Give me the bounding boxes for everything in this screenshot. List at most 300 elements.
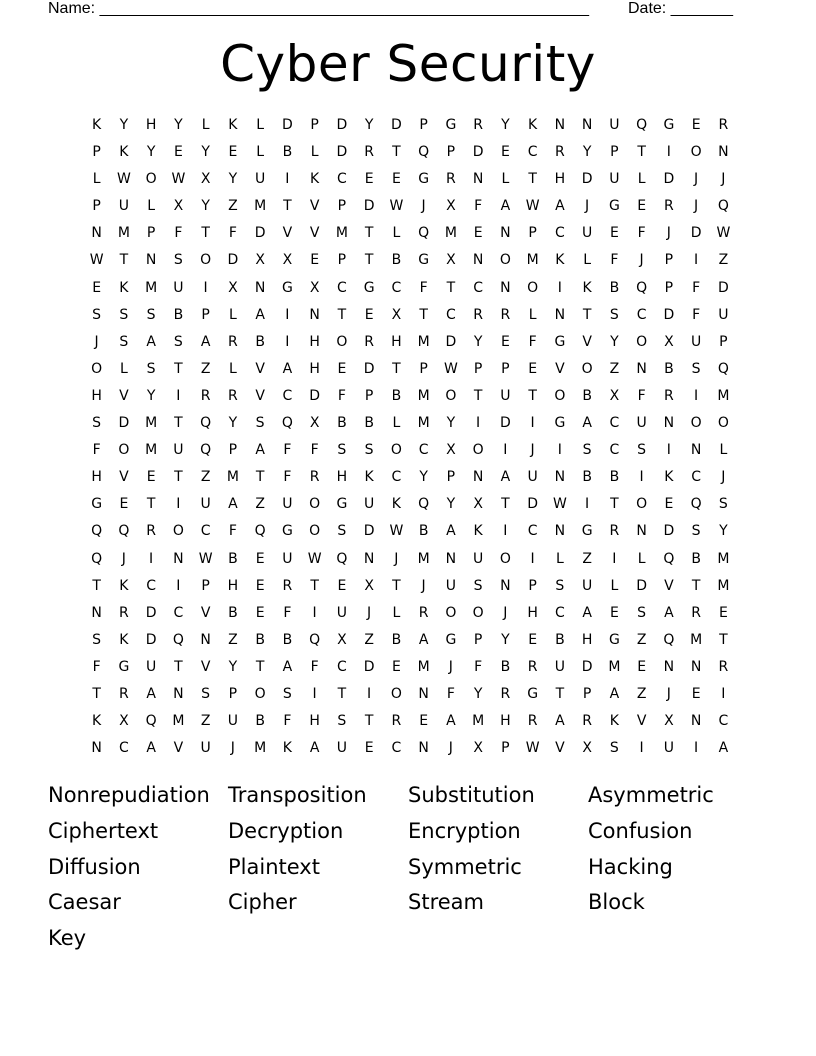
grid-letter: A bbox=[418, 631, 429, 648]
grid-letter: Z bbox=[255, 496, 265, 513]
grid-letter: Y bbox=[228, 171, 238, 188]
grid-letter: Z bbox=[636, 685, 647, 702]
grid-letter: S bbox=[173, 333, 183, 350]
grid-letter: A bbox=[582, 604, 592, 621]
grid-letter: Y bbox=[119, 117, 129, 133]
grid-letter: T bbox=[364, 252, 374, 269]
grid-letter: R bbox=[391, 713, 402, 730]
grid-letter: R bbox=[718, 117, 729, 133]
grid-letter: Q bbox=[717, 198, 729, 215]
grid-letter: C bbox=[527, 523, 538, 540]
grid-letter: P bbox=[446, 469, 456, 486]
grid-letter: U bbox=[718, 306, 729, 323]
grid-letter: W bbox=[116, 171, 131, 188]
grid-letter: P bbox=[337, 198, 347, 215]
grid-letter: I bbox=[557, 279, 562, 296]
grid-letter: O bbox=[690, 144, 702, 161]
grid-letter: E bbox=[609, 225, 619, 242]
grid-letter: C bbox=[691, 469, 702, 486]
grid-letter: U bbox=[691, 333, 702, 350]
grid-letter: P bbox=[664, 279, 674, 296]
grid-letter: J bbox=[94, 333, 99, 350]
grid-letter: A bbox=[228, 496, 238, 513]
grid-letter: U bbox=[118, 198, 129, 215]
grid-letter: Y bbox=[501, 117, 510, 133]
grid-letter: E bbox=[691, 685, 701, 702]
grid-letter: F bbox=[283, 469, 292, 486]
grid-letter: T bbox=[528, 387, 537, 404]
grid-letter: E bbox=[337, 577, 347, 594]
grid-letter: A bbox=[718, 740, 729, 757]
grid-letter: O bbox=[145, 171, 157, 188]
grid-row bbox=[83, 112, 737, 139]
grid-letter: A bbox=[255, 306, 265, 323]
grid-letter: U bbox=[636, 415, 647, 432]
grid-letter: V bbox=[119, 469, 129, 486]
grid-letter: F bbox=[528, 333, 537, 350]
grid-letter: G bbox=[608, 631, 620, 648]
grid-letter: Q bbox=[254, 523, 266, 540]
letter-grid bbox=[83, 112, 737, 762]
grid-letter: S bbox=[718, 496, 728, 513]
grid-letter: R bbox=[228, 387, 238, 404]
grid-letter: I bbox=[285, 306, 290, 323]
grid-letter: I bbox=[176, 496, 181, 513]
grid-letter: L bbox=[583, 252, 592, 269]
grid-letter: Y bbox=[419, 469, 428, 486]
grid-letter: R bbox=[119, 685, 129, 702]
grid-letter: I bbox=[312, 685, 317, 702]
grid-letter: X bbox=[582, 740, 592, 757]
grid-letter: Z bbox=[200, 469, 211, 486]
grid-letter: N bbox=[690, 658, 702, 675]
grid-letter: U bbox=[336, 604, 347, 621]
grid-letter: H bbox=[500, 713, 511, 730]
grid-letter: E bbox=[637, 198, 647, 215]
grid-letter: F bbox=[610, 252, 619, 269]
grid-letter: H bbox=[309, 360, 320, 377]
grid-letter: E bbox=[500, 333, 510, 350]
grid-letter: T bbox=[501, 496, 510, 513]
grid-letter: M bbox=[417, 415, 430, 432]
grid-letter: F bbox=[283, 442, 292, 459]
grid-letter: T bbox=[610, 496, 619, 513]
grid-letter: Z bbox=[582, 550, 592, 567]
grid-letter: J bbox=[367, 604, 372, 621]
grid-letter: T bbox=[174, 415, 183, 432]
grid-letter: J bbox=[448, 658, 453, 675]
grid-letter: H bbox=[91, 469, 102, 486]
grid-letter: A bbox=[282, 658, 293, 675]
grid-letter: C bbox=[391, 740, 402, 757]
grid-letter: T bbox=[92, 685, 101, 702]
grid-letter: P bbox=[201, 306, 210, 323]
word-list-item: Block bbox=[588, 890, 645, 915]
grid-letter: T bbox=[174, 658, 183, 675]
grid-letter: E bbox=[609, 604, 619, 621]
grid-letter: S bbox=[92, 415, 102, 432]
grid-letter: N bbox=[581, 117, 593, 133]
grid-letter: H bbox=[309, 333, 320, 350]
grid-letter: X bbox=[255, 252, 265, 269]
grid-letter: Y bbox=[201, 144, 210, 161]
grid-letter: W bbox=[552, 496, 567, 513]
grid-letter: Y bbox=[201, 198, 210, 215]
grid-letter: R bbox=[500, 685, 511, 702]
grid-letter: P bbox=[146, 225, 156, 242]
grid-letter: N bbox=[554, 117, 566, 133]
grid-letter: B bbox=[282, 631, 293, 648]
grid-row bbox=[83, 166, 737, 193]
grid-letter: W bbox=[525, 198, 540, 215]
grid-letter: X bbox=[446, 252, 456, 269]
grid-letter: F bbox=[692, 306, 701, 323]
grid-letter: Q bbox=[663, 550, 675, 567]
grid-letter: S bbox=[92, 306, 102, 323]
grid-letter: F bbox=[337, 387, 346, 404]
grid-letter: W bbox=[198, 550, 213, 567]
grid-letter: A bbox=[446, 713, 456, 730]
grid-letter: F bbox=[174, 225, 183, 242]
grid-letter: E bbox=[637, 658, 647, 675]
grid-row bbox=[83, 193, 737, 220]
grid-letter: U bbox=[473, 550, 484, 567]
grid-letter: K bbox=[664, 469, 674, 486]
grid-letter: O bbox=[527, 279, 539, 296]
grid-letter: S bbox=[609, 740, 619, 757]
grid-letter: A bbox=[500, 469, 511, 486]
grid-letter: U bbox=[146, 658, 157, 675]
grid-letter: I bbox=[203, 279, 208, 296]
grid-letter: X bbox=[228, 279, 238, 296]
grid-letter: K bbox=[609, 713, 619, 730]
grid-letter: G bbox=[281, 279, 293, 296]
grid-letter: V bbox=[173, 740, 184, 757]
grid-letter: C bbox=[636, 306, 647, 323]
grid-row bbox=[83, 491, 737, 518]
grid-letter: A bbox=[582, 415, 592, 432]
word-list-item: Ciphertext bbox=[48, 818, 159, 843]
grid-letter: Q bbox=[281, 415, 293, 432]
grid-letter: I bbox=[530, 550, 535, 567]
grid-letter: K bbox=[582, 279, 592, 296]
grid-letter: R bbox=[527, 658, 538, 675]
grid-letter: X bbox=[364, 577, 374, 594]
grid-letter: U bbox=[364, 496, 375, 513]
grid-letter: L bbox=[201, 117, 210, 133]
grid-letter: M bbox=[690, 631, 703, 648]
grid-letter: C bbox=[146, 577, 157, 594]
grid-letter: O bbox=[254, 685, 266, 702]
grid-letter: X bbox=[664, 713, 674, 730]
grid-letter: C bbox=[200, 523, 211, 540]
grid-letter: G bbox=[363, 279, 375, 296]
grid-letter: O bbox=[636, 496, 648, 513]
grid-letter: T bbox=[392, 144, 401, 161]
grid-letter: Q bbox=[309, 631, 321, 648]
grid-row bbox=[83, 329, 737, 356]
grid-letter: I bbox=[530, 415, 535, 432]
grid-letter: S bbox=[691, 523, 701, 540]
grid-letter: S bbox=[146, 306, 156, 323]
grid-letter: A bbox=[309, 740, 320, 757]
grid-letter: P bbox=[364, 387, 374, 404]
grid-letter: N bbox=[445, 550, 457, 567]
grid-letter: I bbox=[694, 387, 699, 404]
grid-letter: I bbox=[503, 523, 508, 540]
grid-letter: M bbox=[526, 252, 539, 269]
grid-letter: Y bbox=[228, 658, 238, 675]
word-list bbox=[48, 778, 768, 957]
grid-letter: U bbox=[282, 496, 293, 513]
grid-letter: N bbox=[554, 306, 566, 323]
grid-letter: B bbox=[609, 469, 620, 486]
grid-letter: W bbox=[307, 550, 322, 567]
grid-letter: F bbox=[474, 658, 483, 675]
grid-letter: O bbox=[390, 685, 402, 702]
grid-letter: J bbox=[666, 685, 671, 702]
grid-row bbox=[83, 464, 737, 491]
grid-letter: P bbox=[92, 144, 101, 161]
word-list-item: Confusion bbox=[588, 818, 693, 843]
grid-letter: O bbox=[690, 415, 702, 432]
grid-letter: R bbox=[473, 117, 483, 133]
grid-letter: Z bbox=[228, 198, 238, 215]
grid-letter: H bbox=[309, 713, 320, 730]
grid-letter: J bbox=[639, 252, 644, 269]
grid-letter: S bbox=[173, 252, 183, 269]
grid-letter: N bbox=[472, 469, 484, 486]
grid-letter: E bbox=[718, 604, 728, 621]
grid-letter: N bbox=[91, 740, 102, 757]
grid-letter: H bbox=[227, 577, 239, 594]
grid-letter: L bbox=[719, 442, 728, 459]
grid-letter: J bbox=[421, 577, 426, 594]
grid-letter: K bbox=[119, 631, 129, 648]
grid-letter: J bbox=[694, 198, 699, 215]
grid-letter: U bbox=[582, 225, 593, 242]
grid-letter: A bbox=[255, 442, 265, 459]
grid-letter: Y bbox=[364, 117, 374, 133]
grid-letter: X bbox=[473, 740, 483, 757]
grid-letter: O bbox=[472, 604, 484, 621]
grid-letter: B bbox=[609, 279, 620, 296]
grid-letter: W bbox=[89, 252, 104, 269]
grid-letter: N bbox=[636, 523, 647, 540]
grid-letter: S bbox=[473, 577, 483, 594]
grid-letter: P bbox=[719, 333, 728, 350]
grid-letter: Z bbox=[364, 631, 374, 648]
name-field[interactable]: Name: _______________________________________________________ bbox=[48, 0, 589, 17]
grid-letter: Y bbox=[446, 415, 456, 432]
grid-letter: N bbox=[636, 360, 647, 377]
grid-letter: S bbox=[146, 360, 156, 377]
grid-letter: N bbox=[663, 658, 675, 675]
grid-letter: S bbox=[555, 577, 565, 594]
grid-row bbox=[83, 220, 737, 247]
grid-letter: L bbox=[528, 306, 537, 323]
grid-letter: L bbox=[555, 550, 564, 567]
grid-letter: N bbox=[91, 225, 102, 242]
grid-letter: Q bbox=[200, 415, 212, 432]
grid-letter: O bbox=[309, 496, 321, 513]
grid-letter: K bbox=[92, 713, 102, 730]
grid-letter: N bbox=[718, 144, 729, 161]
grid-letter: V bbox=[200, 604, 211, 621]
grid-letter: E bbox=[255, 604, 265, 621]
grid-letter: F bbox=[419, 279, 428, 296]
grid-letter: C bbox=[418, 442, 429, 459]
grid-letter: I bbox=[285, 171, 290, 188]
grid-letter: E bbox=[364, 171, 374, 188]
grid-letter: T bbox=[392, 360, 401, 377]
grid-letter: P bbox=[446, 144, 456, 161]
grid-letter: D bbox=[363, 658, 375, 675]
grid-letter: E bbox=[391, 171, 401, 188]
grid-letter: E bbox=[173, 144, 183, 161]
grid-letter: J bbox=[585, 198, 590, 215]
grid-letter: G bbox=[91, 496, 103, 513]
grid-letter: C bbox=[527, 144, 538, 161]
grid-letter: Z bbox=[228, 631, 238, 648]
grid-letter: N bbox=[500, 577, 511, 594]
grid-letter: V bbox=[555, 360, 565, 377]
grid-letter: T bbox=[719, 631, 728, 648]
grid-row bbox=[83, 356, 737, 383]
grid-letter: B bbox=[255, 631, 265, 648]
grid-row bbox=[83, 573, 737, 600]
grid-letter: G bbox=[418, 252, 430, 269]
grid-letter: E bbox=[255, 577, 265, 594]
grid-letter: T bbox=[364, 225, 374, 242]
date-field[interactable]: Date: _______ bbox=[628, 0, 733, 17]
grid-letter: P bbox=[664, 252, 674, 269]
grid-letter: M bbox=[226, 469, 239, 486]
grid-letter: S bbox=[337, 713, 347, 730]
grid-letter: L bbox=[256, 117, 265, 133]
grid-letter: G bbox=[554, 415, 566, 432]
grid-letter: D bbox=[690, 225, 702, 242]
grid-letter: D bbox=[663, 306, 675, 323]
grid-letter: Q bbox=[663, 631, 675, 648]
grid-letter: F bbox=[637, 225, 646, 242]
grid-row bbox=[83, 654, 737, 681]
grid-letter: J bbox=[503, 604, 508, 621]
grid-letter: V bbox=[200, 658, 211, 675]
grid-letter: S bbox=[201, 685, 211, 702]
grid-letter: U bbox=[255, 171, 266, 188]
grid-letter: I bbox=[149, 550, 154, 567]
grid-letter: B bbox=[255, 333, 265, 350]
word-list-item: Plaintext bbox=[228, 854, 320, 879]
grid-letter: Y bbox=[146, 387, 156, 404]
grid-letter: S bbox=[691, 360, 701, 377]
grid-letter: A bbox=[555, 713, 565, 730]
grid-letter: T bbox=[364, 713, 374, 730]
word-list-item: Caesar bbox=[48, 890, 121, 915]
grid-letter: R bbox=[555, 144, 565, 161]
grid-letter: Y bbox=[228, 415, 238, 432]
grid-letter: E bbox=[92, 279, 102, 296]
grid-letter: G bbox=[608, 198, 620, 215]
grid-letter: O bbox=[91, 360, 103, 377]
grid-letter: O bbox=[472, 442, 484, 459]
grid-letter: K bbox=[119, 279, 129, 296]
grid-letter: R bbox=[664, 387, 674, 404]
grid-letter: M bbox=[417, 333, 430, 350]
grid-letter: D bbox=[118, 415, 130, 432]
grid-letter: Q bbox=[690, 496, 702, 513]
grid-letter: D bbox=[281, 117, 293, 133]
grid-letter: Q bbox=[145, 713, 157, 730]
grid-letter: E bbox=[528, 360, 538, 377]
grid-letter: Q bbox=[336, 550, 348, 567]
grid-letter: U bbox=[445, 577, 456, 594]
word-list-item: Key bbox=[48, 926, 87, 951]
grid-letter: Z bbox=[200, 713, 211, 730]
grid-letter: N bbox=[500, 225, 511, 242]
grid-letter: B bbox=[228, 604, 238, 621]
grid-letter: V bbox=[282, 225, 293, 242]
grid-letter: N bbox=[418, 685, 429, 702]
grid-letter: L bbox=[92, 171, 101, 188]
grid-letter: W bbox=[716, 225, 731, 242]
grid-letter: I bbox=[285, 333, 290, 350]
grid-row bbox=[83, 600, 737, 627]
grid-letter: X bbox=[391, 306, 402, 323]
grid-letter: A bbox=[146, 333, 156, 350]
grid-letter: S bbox=[119, 306, 129, 323]
grid-letter: A bbox=[282, 360, 293, 377]
grid-letter: N bbox=[500, 279, 511, 296]
grid-letter: U bbox=[554, 658, 565, 675]
grid-letter: E bbox=[419, 713, 429, 730]
grid-letter: O bbox=[445, 604, 457, 621]
grid-letter: L bbox=[392, 604, 401, 621]
grid-letter: K bbox=[119, 577, 129, 594]
grid-letter: Q bbox=[418, 225, 430, 242]
grid-letter: K bbox=[391, 496, 401, 513]
grid-letter: L bbox=[147, 198, 156, 215]
grid-letter: H bbox=[91, 387, 102, 404]
grid-letter: T bbox=[255, 469, 265, 486]
grid-letter: Z bbox=[200, 360, 211, 377]
grid-letter: R bbox=[473, 306, 483, 323]
grid-letter: A bbox=[555, 198, 565, 215]
grid-row bbox=[83, 681, 737, 708]
grid-letter: H bbox=[336, 469, 348, 486]
grid-letter: S bbox=[582, 442, 592, 459]
grid-letter: D bbox=[663, 171, 675, 188]
grid-letter: V bbox=[555, 740, 565, 757]
grid-letter: S bbox=[337, 442, 347, 459]
grid-letter: D bbox=[717, 279, 729, 296]
grid-letter: Q bbox=[418, 496, 430, 513]
grid-letter: N bbox=[554, 469, 566, 486]
grid-letter: C bbox=[336, 171, 347, 188]
grid-letter: J bbox=[721, 469, 726, 486]
grid-letter: S bbox=[92, 631, 102, 648]
grid-letter: N bbox=[690, 713, 702, 730]
grid-letter: S bbox=[337, 523, 347, 540]
grid-letter: I bbox=[557, 442, 562, 459]
grid-letter: M bbox=[335, 225, 348, 242]
grid-letter: T bbox=[691, 577, 701, 594]
grid-letter: X bbox=[446, 198, 456, 215]
grid-letter: I bbox=[666, 144, 671, 161]
grid-letter: J bbox=[721, 171, 726, 188]
grid-letter: E bbox=[473, 225, 483, 242]
